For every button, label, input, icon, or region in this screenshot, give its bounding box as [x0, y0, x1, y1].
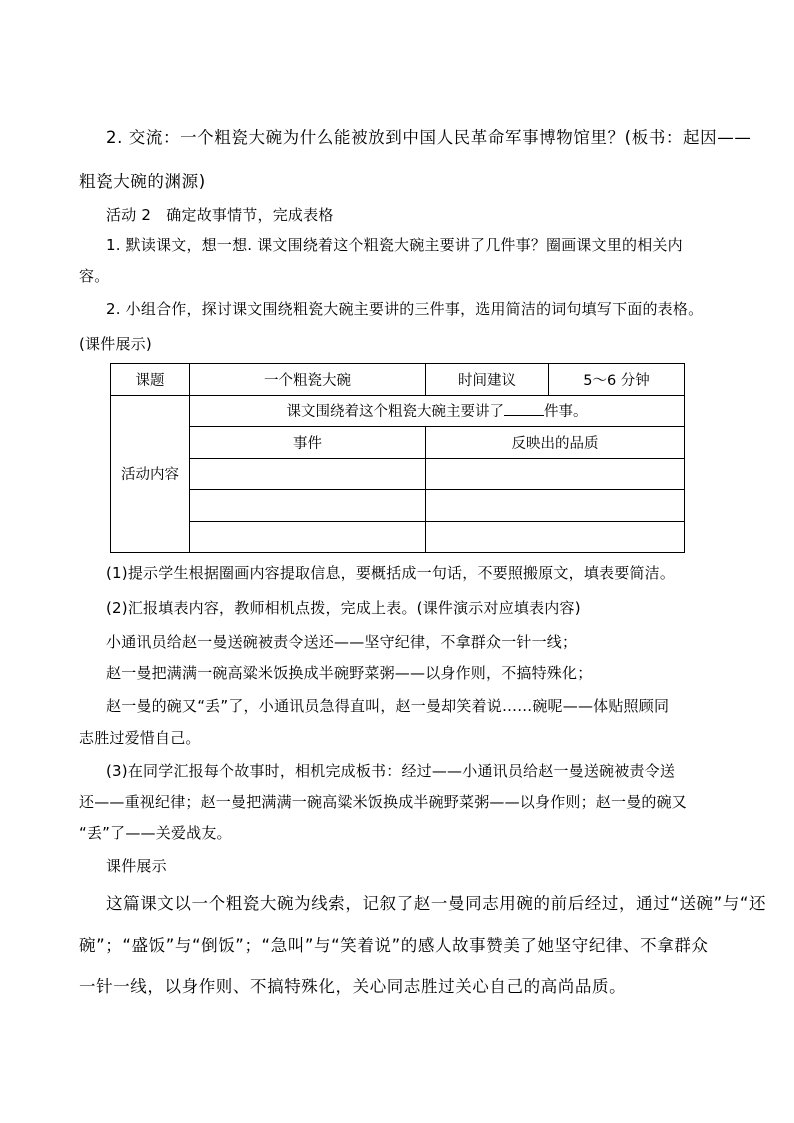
- event-count-suffix: 件事。: [544, 404, 588, 421]
- quality-column-header: 反映出的品质: [426, 427, 685, 459]
- topic-label-cell: 课题: [111, 364, 190, 396]
- quality-cell-1: [426, 458, 685, 490]
- step2-line2: (课件展示): [79, 335, 152, 353]
- quality-cell-2: [426, 490, 685, 522]
- note-3-line1: (3)在同学汇报每个故事时，相机完成板书：经过——小通讯员给赵一曼送碗被责令送: [106, 762, 676, 780]
- courseware-summary-line1: 这篇课文以一个粗瓷大碗为线索，记叙了赵一曼同志用碗的前后经过，通过“送碗”与“还: [106, 894, 767, 913]
- event-summary-3-line2: 志胜过爱惜自己。: [79, 729, 201, 747]
- event-cell-3: [190, 521, 426, 553]
- time-label-cell: 时间建议: [426, 364, 549, 396]
- event-summary-2: 赵一曼把满满一碗高粱米饭换成半碗野菜粥——以身作则，不搞特殊化；: [106, 664, 593, 682]
- event-summary-3-line1: 赵一曼的碗又“丢”了，小通讯员急得直叫，赵一曼却笑着说……碗呢——体贴照顾同: [106, 697, 670, 715]
- step2-line1: 2. 小组合作，探讨课文围绕粗瓷大碗主要讲的三件事，选用简洁的词句填写下面的表格。: [106, 300, 704, 318]
- activity2-title: 活动 2 确定故事情节，完成表格: [106, 206, 334, 224]
- topic-value-cell: 一个粗瓷大碗: [190, 364, 426, 396]
- event-count-blank: [504, 403, 544, 416]
- event-cell-1: [190, 458, 426, 490]
- time-value-cell: 5～6 分钟: [549, 364, 685, 396]
- exchange-question-line1: 2. 交流：一个粗瓷大碗为什么能被放到中国人民革命军事博物馆里？(板书：起因——: [106, 128, 752, 147]
- event-summary-1: 小通讯员给赵一曼送碗被责令送还——坚守纪律，不拿群众一针一线；: [106, 633, 578, 651]
- courseware-summary-line2: 碗”；“盛饭”与“倒饭”；“急叫”与“笑着说”的感人故事赞美了她坚守纪律、不拿群众: [79, 936, 709, 955]
- courseware-title: 课件展示: [106, 857, 167, 875]
- note-3-line2: 还——重视纪律；赵一曼把满满一碗高粱米饭换成半碗野菜粥——以身作则；赵一曼的碗又: [79, 793, 688, 811]
- exchange-question-line2: 粗瓷大碗的渊源): [79, 172, 206, 191]
- note-3-line3: “丢”了——关爱战友。: [79, 824, 232, 842]
- event-cell-2: [190, 490, 426, 522]
- quality-cell-3: [426, 521, 685, 553]
- courseware-summary-line3: 一针一线，以身作则、不搞特殊化，关心同志胜过关心自己的高尚品质。: [79, 977, 627, 996]
- event-column-header: 事件: [190, 427, 426, 459]
- step1-line1: 1. 默读课文，想一想. 课文围绕着这个粗瓷大碗主要讲了几件事？圈画课文里的相关内: [106, 236, 683, 254]
- note-2: (2)汇报填表内容，教师相机点拨，完成上表。(课件演示对应填表内容): [106, 599, 581, 617]
- note-1: (1)提示学生根据圈画内容提取信息，要概括成一句话，不要照搬原文，填表要简洁。: [106, 564, 676, 582]
- event-count-cell: [190, 395, 685, 427]
- step1-line2: 容。: [79, 267, 110, 285]
- event-count-prefix: 课文围绕着这个粗瓷大碗主要讲了: [286, 404, 504, 421]
- activity-table: [110, 363, 685, 553]
- activity-label-cell: 活动内容: [111, 395, 190, 553]
